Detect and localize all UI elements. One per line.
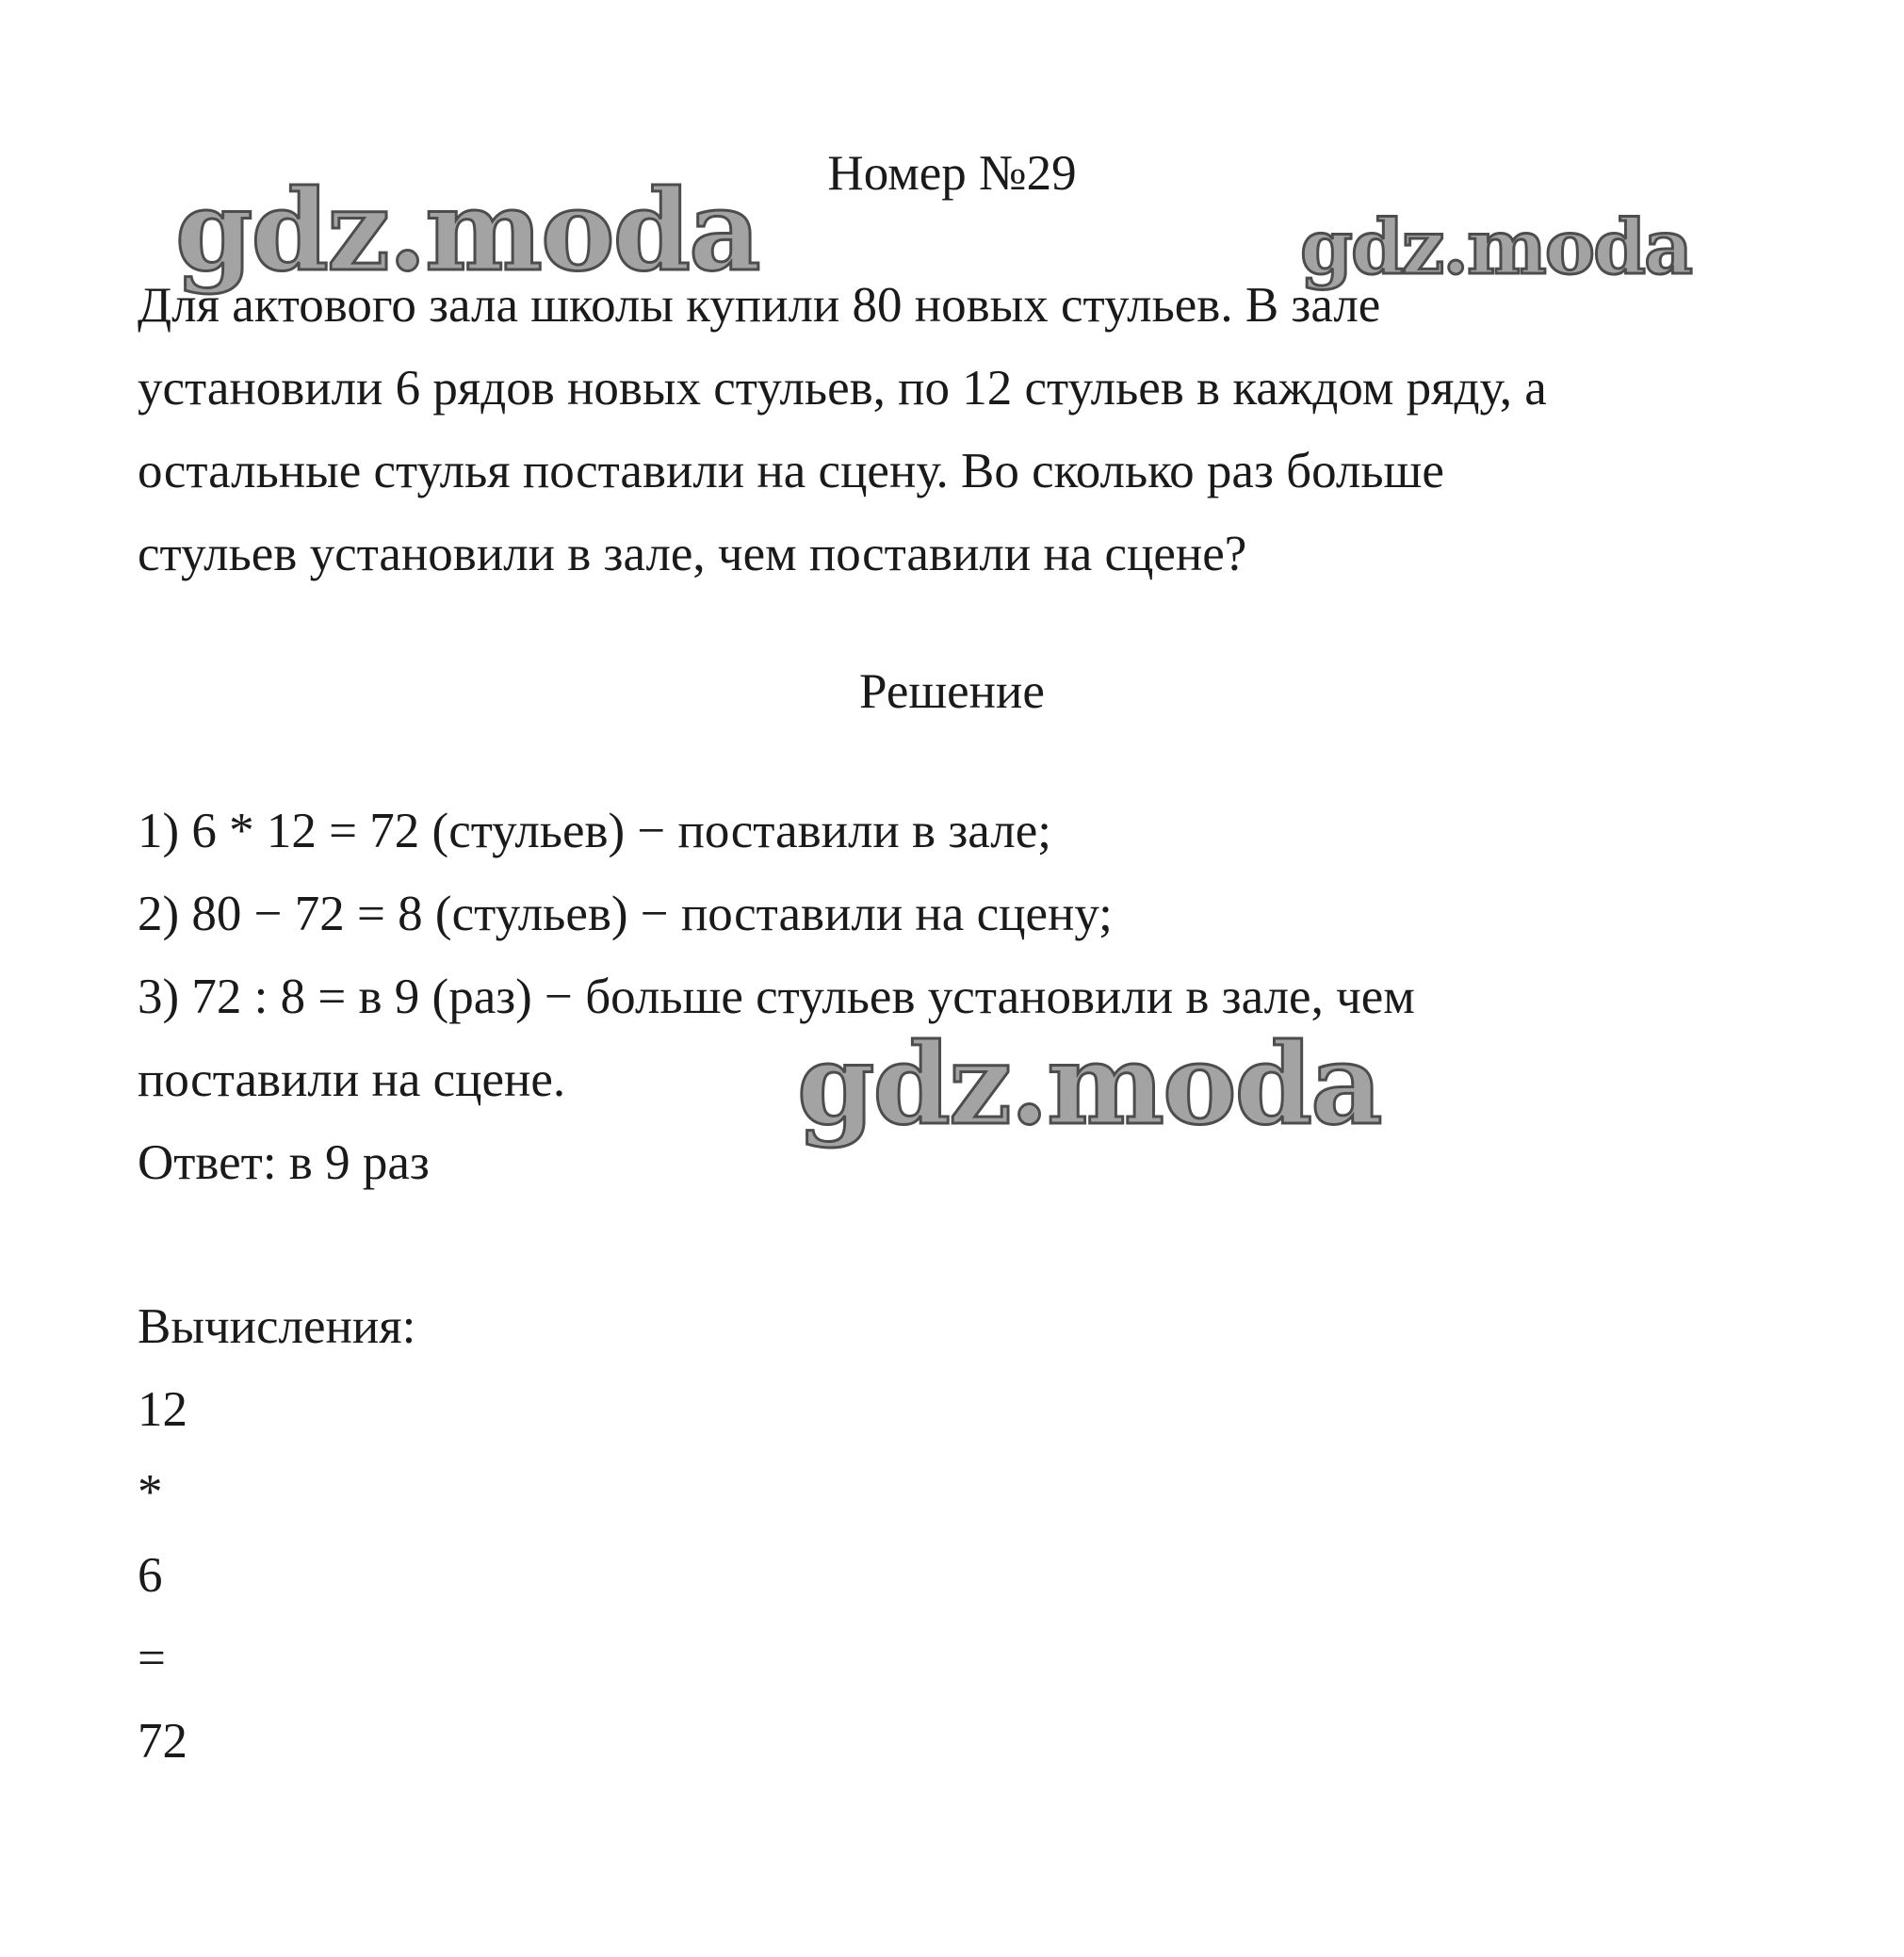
problem-line: стульев установили в зале, чем поставили на сцене?	[138, 527, 1247, 581]
solution-heading: Решение	[859, 664, 1045, 719]
answer: Ответ: в 9 раз	[138, 1135, 430, 1190]
calculation-item: 72	[138, 1714, 187, 1769]
solution-step: 3) 72 : 8 = в 9 (раз) − больше стульев установили в зале, чем	[138, 970, 1415, 1024]
solution-step: 1) 6 * 12 = 72 (стульев) − поставили в зале;	[138, 804, 1051, 858]
watermark-logo: gdz.moda	[175, 165, 759, 296]
problem-line: остальные стулья поставили на сцену. Во сколько раз больше	[138, 444, 1444, 498]
calculations-heading: Вычисления:	[138, 1299, 416, 1354]
watermark-logo: gdz.moda	[797, 1019, 1381, 1150]
watermark-logo: gdz.moda	[1300, 203, 1691, 291]
calculation-item: 12	[138, 1382, 187, 1437]
page-title: Номер №29	[827, 146, 1077, 201]
calculation-item: =	[138, 1631, 166, 1686]
calculation-item: *	[138, 1465, 163, 1520]
calculation-item: 6	[138, 1548, 163, 1603]
solution-step: поставили на сцене.	[138, 1052, 566, 1107]
solution-step: 2) 80 − 72 = 8 (стульев) − поставили на сцену;	[138, 887, 1113, 941]
problem-line: Для актового зала школы купили 80 новых стульев. В зале	[138, 278, 1381, 333]
problem-line: установили 6 рядов новых стульев, по 12 стульев в каждом ряду, а	[138, 361, 1547, 416]
